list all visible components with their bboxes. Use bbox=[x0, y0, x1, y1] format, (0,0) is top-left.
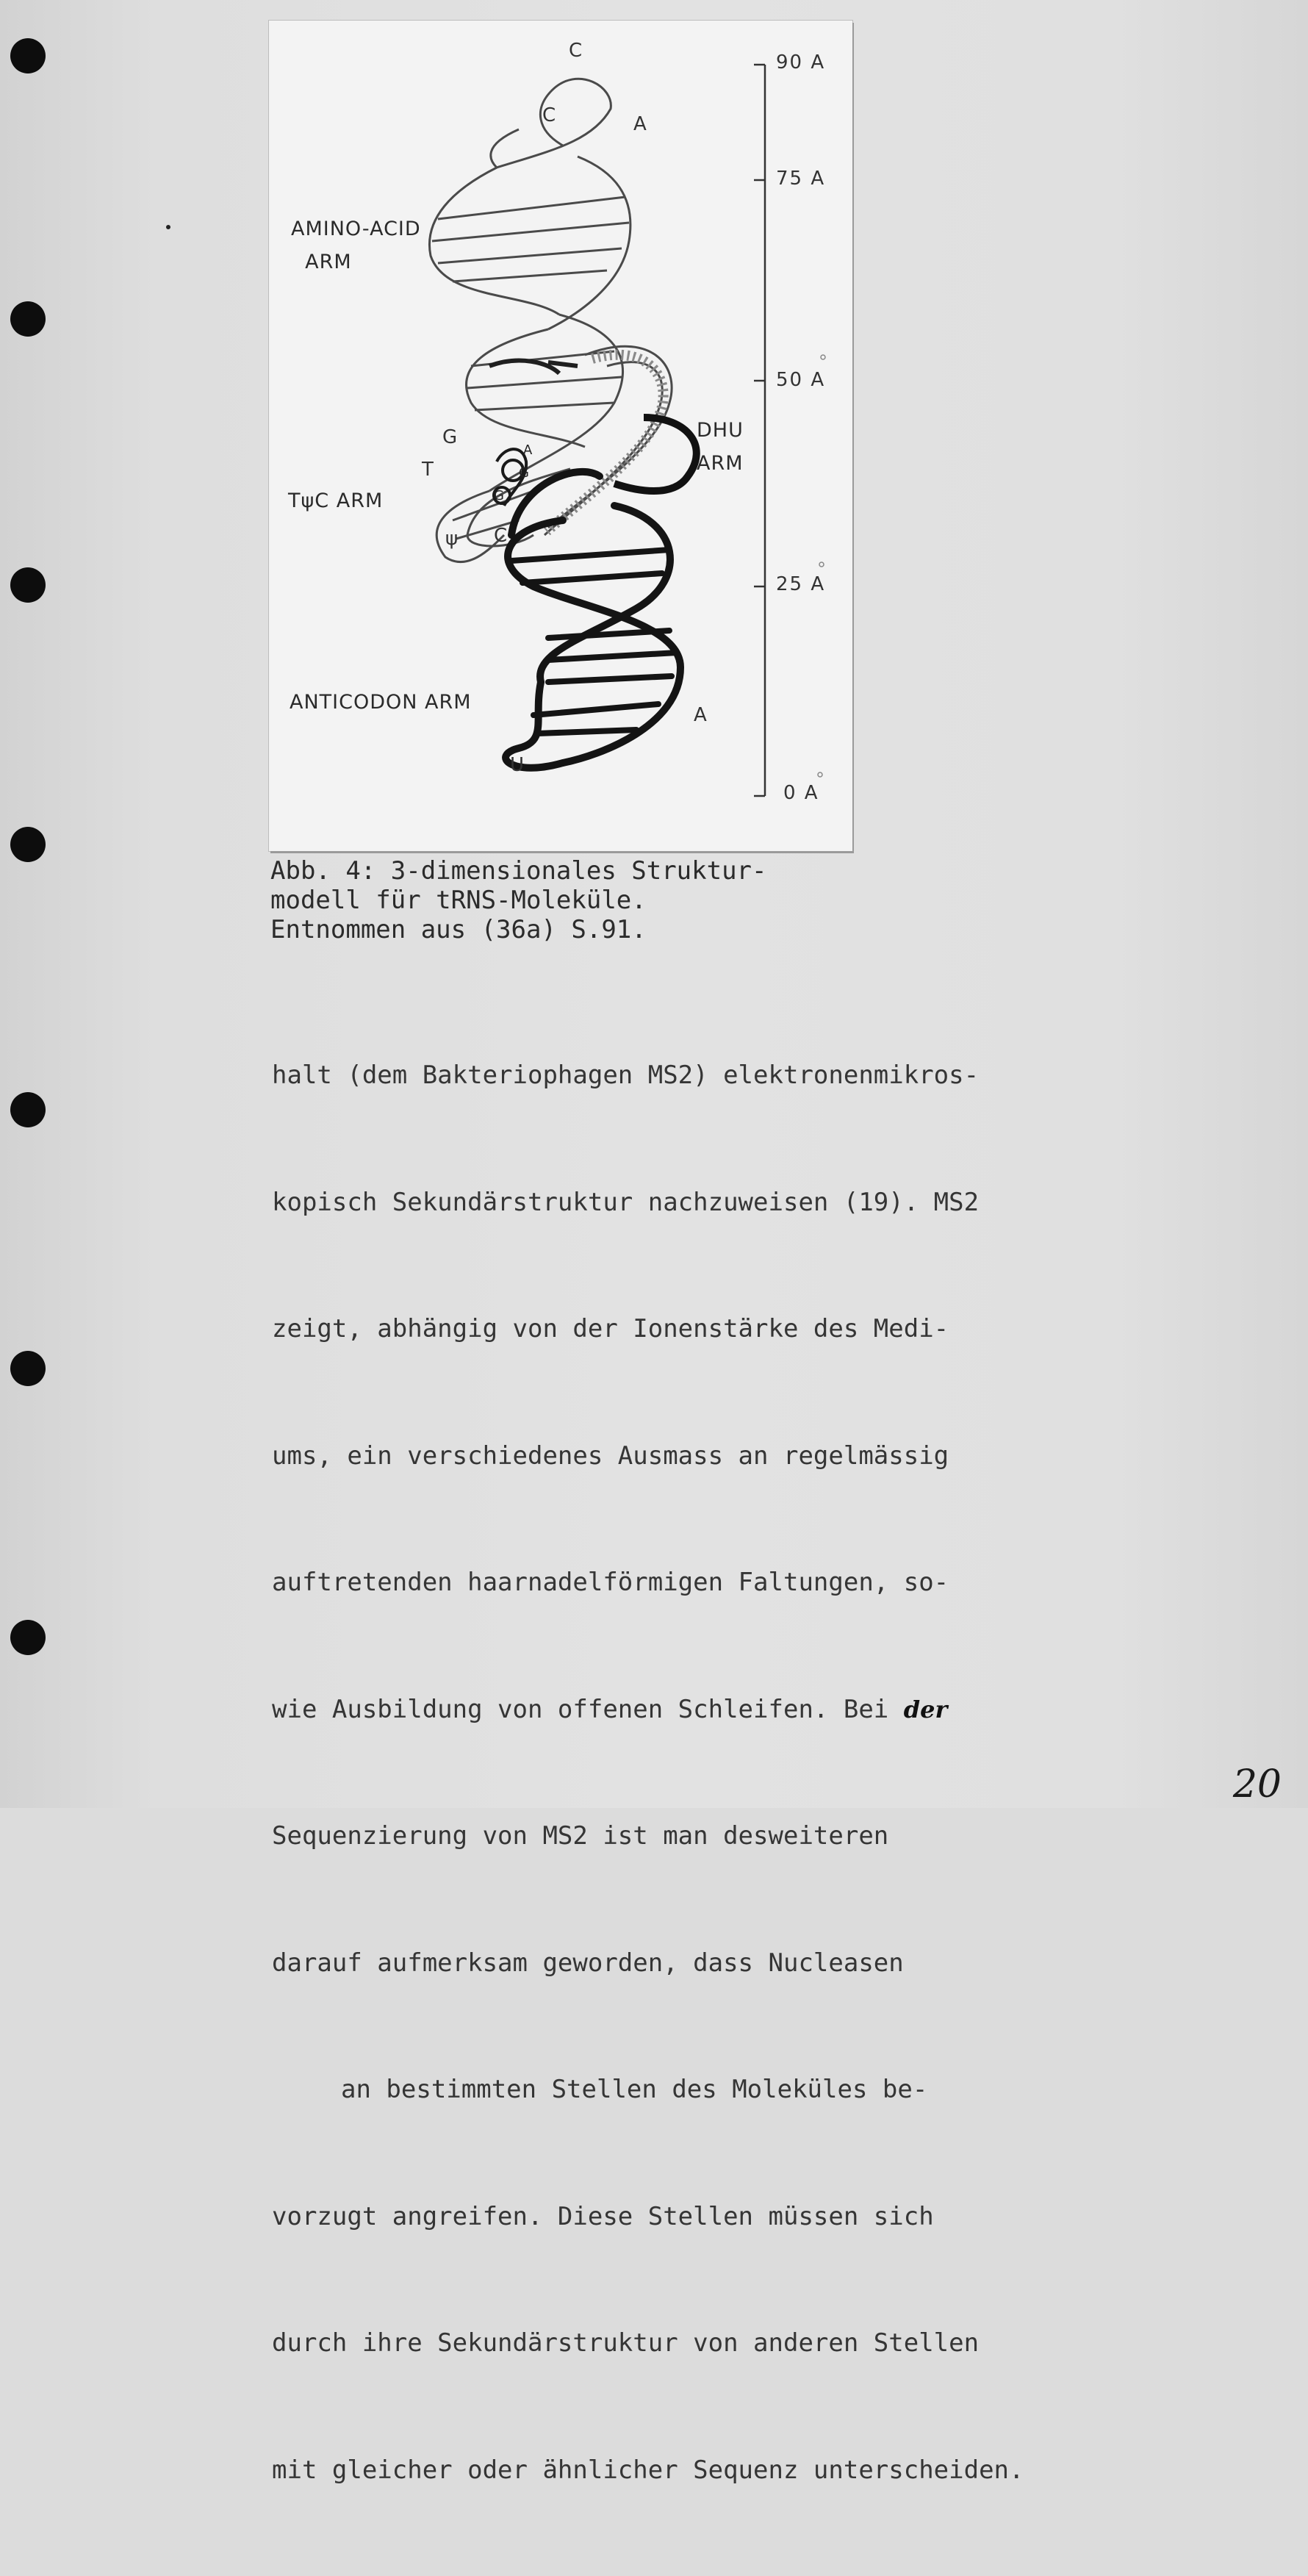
label-tpsic-arm: TψC ARM bbox=[288, 489, 384, 512]
text-line: halt (dem Bakteriophagen MS2) elektronenmikros- bbox=[272, 1061, 980, 1090]
text-line: mit gleicher oder ähnlicher Sequenz unterscheiden. bbox=[272, 2455, 1024, 2485]
label-anticodon-arm: ANTICODON ARM bbox=[290, 691, 472, 714]
nucleotide-label: C bbox=[542, 104, 556, 126]
nucleotide-label: A bbox=[523, 442, 533, 458]
scale-tick-label: 50 A bbox=[776, 369, 826, 391]
body-paragraph bbox=[272, 970, 1024, 2576]
text-line: vorzugt angreifen. Diese Stellen müssen sich bbox=[272, 2201, 934, 2231]
punch-hole bbox=[10, 1092, 46, 1127]
nucleotide-label: U bbox=[510, 754, 525, 776]
scale-tick-label: 90 A bbox=[776, 51, 826, 73]
text-line: auftretenden haarnadelförmigen Faltungen, so- bbox=[272, 1568, 949, 1597]
nucleotide-label: G bbox=[519, 465, 529, 481]
nucleotide-label: A bbox=[633, 113, 647, 135]
text-line: an bestimmten Stellen des Moleküles be- bbox=[341, 2075, 928, 2104]
nucleotide-label: A bbox=[694, 704, 707, 726]
scale-tick-label: 75 A bbox=[776, 168, 826, 190]
punch-hole bbox=[10, 301, 46, 337]
nucleotide-label: C bbox=[494, 525, 508, 547]
text-segment: wie Ausbildung von offenen Schleifen. Bei bbox=[272, 1694, 904, 1724]
punch-hole bbox=[10, 827, 46, 862]
nucleotide-label: T bbox=[422, 459, 434, 481]
scale-tick-label: 25 A bbox=[776, 573, 826, 595]
punch-hole bbox=[10, 567, 46, 603]
text-line: ums, ein verschiedenes Ausmass an regelmässig bbox=[272, 1441, 949, 1471]
handwritten-insertion: der bbox=[903, 1695, 948, 1723]
nucleotide-label: G bbox=[442, 426, 458, 448]
punch-hole bbox=[10, 1620, 46, 1655]
text-line: zeigt, abhängig von der Ionenstärke des Medi- bbox=[272, 1314, 949, 1343]
label-amino-acid-arm: AMINO-ACID ARM bbox=[291, 218, 421, 273]
nucleotide-label: ψ bbox=[445, 528, 459, 550]
text-line: darauf aufmerksam geworden, dass Nucleasen bbox=[272, 1948, 904, 1978]
text-line bbox=[272, 1689, 1024, 1732]
trna-figure bbox=[269, 21, 852, 851]
figure-caption: Abb. 4: 3-dimensionales Struktur- modell für tRNS-Moleküle. Entnommen aus (36a) S.91. bbox=[270, 856, 767, 944]
punch-hole bbox=[10, 1351, 46, 1386]
page-number: 20 bbox=[1232, 1762, 1282, 1807]
trna-structure-drawing bbox=[269, 21, 852, 851]
nucleotide-label: C bbox=[569, 40, 583, 62]
dust-speck bbox=[166, 225, 170, 229]
punch-hole bbox=[10, 38, 46, 73]
text-line: kopisch Sekundärstruktur nachzuweisen (19). MS2 bbox=[272, 1187, 980, 1217]
text-line: durch ihre Sekundärstruktur von anderen Stellen bbox=[272, 2328, 980, 2358]
text-line: Sequenzierung von MS2 ist man desweiteren bbox=[272, 1821, 889, 1851]
middle-helix bbox=[467, 315, 623, 491]
scale-bar bbox=[754, 65, 765, 796]
nucleotide-label: G bbox=[494, 488, 504, 503]
label-dhu-arm: DHU ARM bbox=[697, 419, 744, 475]
scale-tick-label: 0 A bbox=[783, 782, 819, 804]
anticodon-helix bbox=[506, 472, 680, 768]
acceptor-stem bbox=[429, 79, 630, 329]
